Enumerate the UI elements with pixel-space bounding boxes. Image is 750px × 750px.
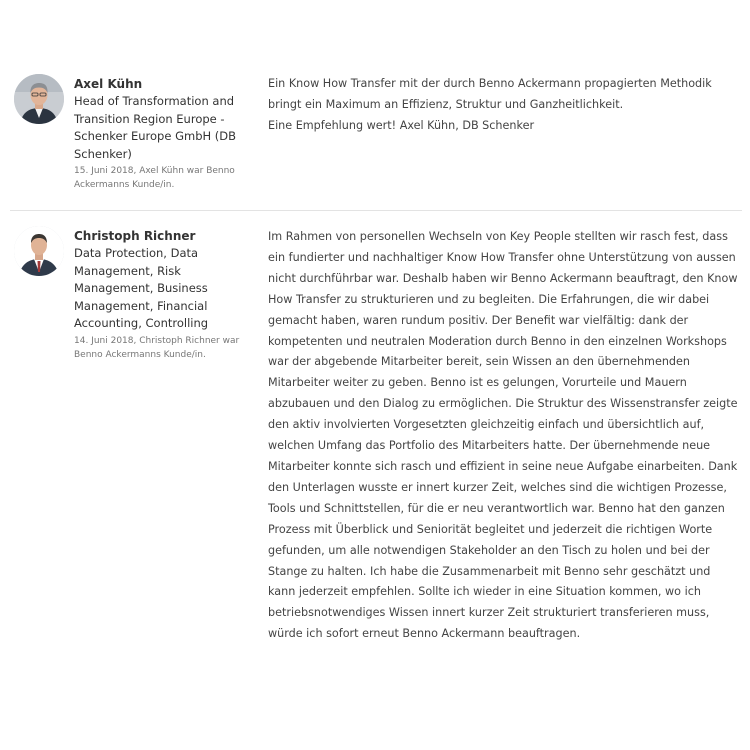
avatar[interactable] [14,74,64,124]
recommendation-item [10,70,742,211]
recommender-info [74,76,254,192]
recommendation-text: Im Rahmen von personellen Wechseln von Key People stellten wir rasch fest, dass ein fundierter und nachhaltiger Know How Transfer ohne Unterstützung von aussen nicht durchführbar war. Deshalb haben wir Benno Ackermann beauftragt, den Know How Transfer zu strukturieren und zu begleiten. Die Erfahrungen, die wir dabei gemacht haben, waren rundum positiv. Der Benefit war vielfältig: dank der kompetenten und neutralen Moderation durch Benno in den einzelnen Workshops war der abgebende Mitarbeiter bereit, sein Wissen an den übernehmenden Mitarbeiter weiter zu geben. Benno ist es gelungen, Vorurteile und Mauern abzubauen und den Dialog zu ermöglichen. Die Struktur des Wissenstransfer zeigte den aktiv involvierten Vorgesetzten gleichzeitig einfach und übersichtlich auf, welchen Umfang das Portfolio des Mitarbeiters hatte. Der übernehmende neue Mitarbeiter konnte sich rasch und effizient in seine neue Aufgabe einarbeiten. Dank den Unterlagen wusste er innert kurzer Zeit, welches sind die wichtigen Prozesse, Tools und Schnittstellen, für die er neu verantwortlich war. Benno hat den ganzen Prozess mit Überblick und Seniorität begleitet und jederzeit die richtigen Worte gefunden, um alle notwendigen Stakeholder an den Tisch zu holen und bei der Stange zu halten. Ich habe die Zusammenarbeit mit Benno sehr geschätzt und kann jederzeit empfehlen. Sollte ich wieder in eine Situation kommen, wo ich betriebsnotwendiges Wissen innert kurzer Zeit strukturiert transferieren muss, würde ich sofort erneut Benno Ackermann beauftragen. [268,230,738,641]
avatar[interactable] [14,226,64,276]
recommender-info [74,228,254,362]
recommender-title: Head of Transformation and Transition Region Europe - Schenker Europe GmbH (DB Schenker) [74,94,237,161]
recommendation-meta: 15. Juni 2018, Axel Kühn war Benno Ackermanns Kunde/in. [74,166,235,190]
recommender-name[interactable]: Axel Kühn [74,77,143,91]
recommender-title: Data Protection, Data Management, Risk Management, Business Management, Financial Accounting, Controlling [74,246,209,330]
recommendation-item [10,211,742,691]
person-portrait-icon [14,74,64,124]
recommendation-text: Ein Know How Transfer mit der durch Benno Ackermann propagierten Methodik bringt ein Maximum an Effizienz, Struktur und Ganzheitlichkeit. Eine Empfehlung wert! Axel Kühn, DB Schenker [268,77,712,132]
recommender-name[interactable]: Christoph Richner [74,229,196,243]
person-portrait-icon [14,226,64,276]
recommendation-meta: 14. Juni 2018, Christoph Richner war Benno Ackermanns Kunde/in. [74,335,240,360]
